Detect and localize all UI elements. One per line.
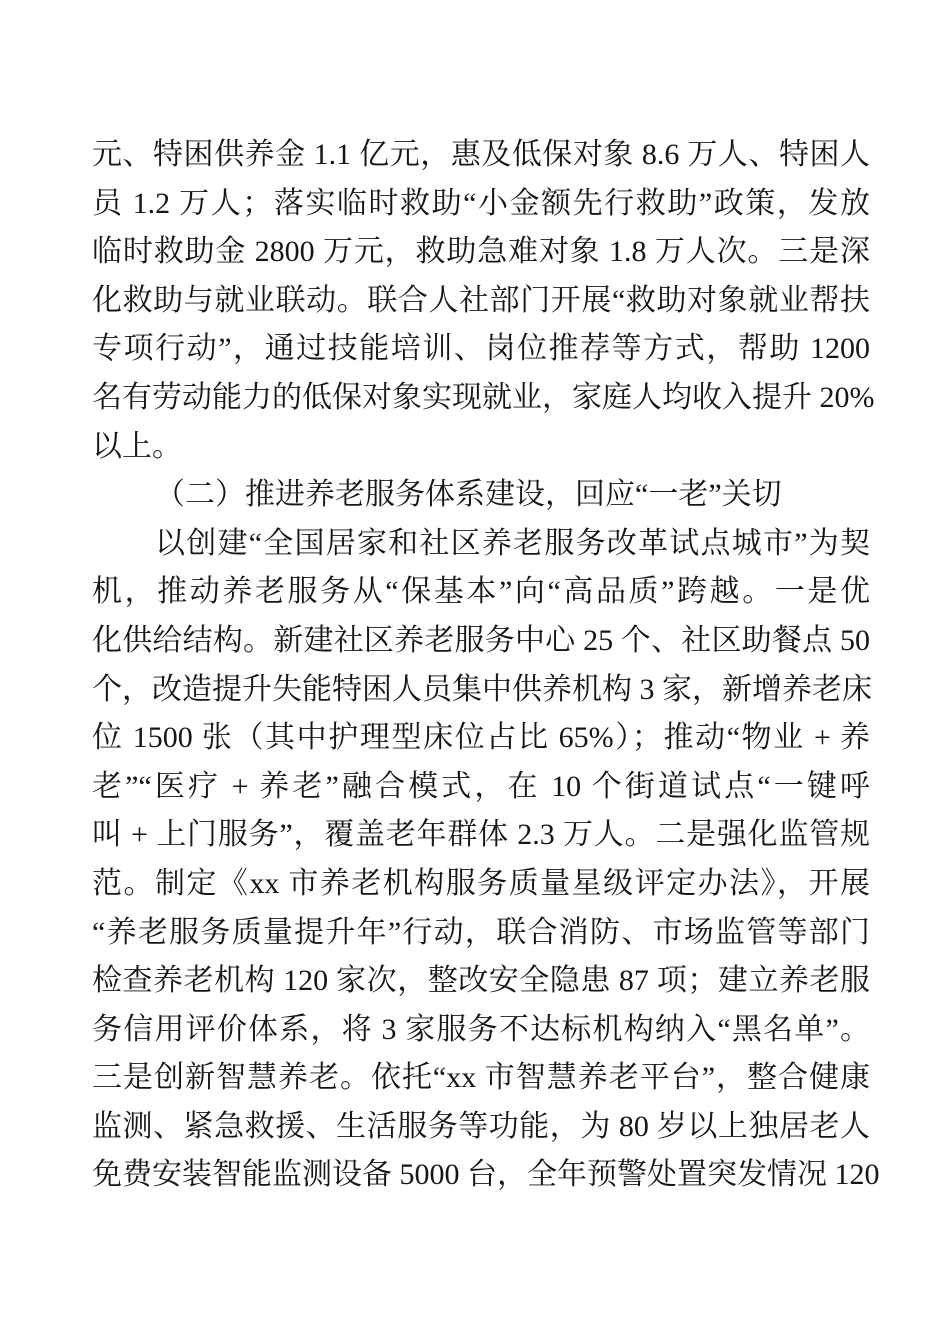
text-line: 位 1500 张（其中护理型床位占比 65%）；推动“物业 + 养 — [92, 721, 870, 755]
text-line: 元、特困供养金 1.1 亿元，惠及低保对象 8.6 万人、特困人 — [92, 138, 870, 171]
text-line: 化救助与就业联动。联合人社部门开展“救助对象就业帮扶 — [92, 283, 870, 317]
text-line: 以创建“全国居家和社区养老服务改革试点城市”为契 — [155, 526, 870, 560]
text-line: 务信用评价体系，将 3 家服务不达标机构纳入“黑名单”。 — [92, 1012, 870, 1046]
text-line: 临时救助金 2800 万元，救助急难对象 1.8 万人次。三是深 — [92, 235, 870, 269]
text-line: 免费安装智能监测设备 5000 台，全年预警处置突发情况 120 — [92, 1158, 880, 1192]
text-line: 以上。 — [92, 429, 182, 463]
document-text — [92, 131, 880, 1200]
text-line: 范。制定《xx 市养老机构服务质量星级评定办法》，开展 — [92, 866, 870, 900]
text-line: 三是创新智慧养老。依托“xx 市智慧养老平台”，整合健康 — [92, 1061, 870, 1095]
text-line: “养老服务质量提升年”行动，联合消防、市场监管等部门 — [92, 915, 870, 949]
text-line: 叫 + 上门服务”，覆盖老年群体 2.3 万人。二是强化监管规 — [92, 818, 870, 852]
text-line: 检查养老机构 120 家次，整改安全隐患 87 项；建立养老服 — [92, 964, 870, 998]
text-line: 老”“医疗 + 养老”融合模式，在 10 个街道试点“一键呼 — [92, 769, 870, 803]
text-line: 专项行动”，通过技能培训、岗位推荐等方式，帮助 1200 — [92, 332, 870, 366]
text-line: 监测、紧急救援、生活服务等功能，为 80 岁以上独居老人 — [92, 1109, 870, 1143]
text-line: 化供给结构。新建社区养老服务中心 25 个、社区助餐点 50 — [92, 623, 870, 657]
text-line: 个，改造提升失能特困人员集中供养机构 3 家，新增养老床 — [92, 672, 872, 706]
section-heading-line: （二）推进养老服务体系建设，回应“一老”关切 — [155, 478, 782, 512]
text-line: 名有劳动能力的低保对象实现就业，家庭人均收入提升 20% — [92, 380, 875, 414]
text-line: 机，推动养老服务从“保基本”向“高品质”跨越。一是优 — [92, 575, 870, 609]
text-line: 员 1.2 万人；落实临时救助“小金额先行救助”政策，发放 — [92, 186, 870, 220]
